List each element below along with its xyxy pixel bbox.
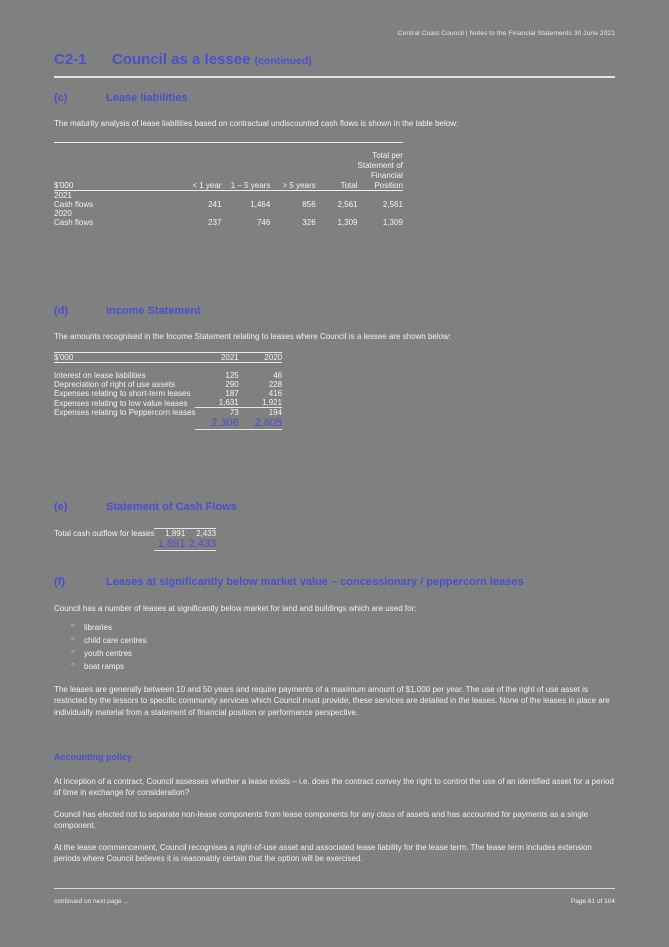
col-unit-header: $'000 <box>54 181 169 191</box>
table-header-row-4 <box>54 181 403 191</box>
cell-2020-lt1: 237 <box>208 218 222 227</box>
section-heading-f <box>54 576 615 588</box>
cell-2020-1to5: 746 <box>256 218 271 227</box>
col-total-per-line1: Total per <box>358 143 403 162</box>
cell-2021-1to5: 1,464 <box>250 200 271 209</box>
is-cell-depreciation-2021: 290 <box>225 380 239 389</box>
table-header-row-3 <box>54 171 403 181</box>
cf-cell-2020: 2,433 <box>185 529 216 539</box>
section-c-title: Lease liabilities <box>106 92 188 104</box>
footer-divider <box>54 888 615 889</box>
table-row <box>54 363 282 381</box>
concessionary-lease-use-list <box>54 622 147 674</box>
section-f-title: Leases at significantly below market value – concessionary / peppercorn leases <box>106 576 524 588</box>
section-d-label: (d) <box>54 305 69 317</box>
list-item: ○ libraries <box>84 622 147 635</box>
cell-2021-total-sofp: 2,561 <box>382 200 403 209</box>
lease-liabilities-table <box>54 142 403 227</box>
table-row <box>54 408 282 418</box>
cf-row-label-total-outflow: Total cash outflow for leases <box>54 529 155 538</box>
col-total-per-line4: Position <box>358 181 403 191</box>
cf-total-2020: 2,433 <box>185 538 216 551</box>
is-col-2020: 2020 <box>239 353 282 363</box>
cell-2020-total-sofp: 1,309 <box>382 218 403 227</box>
is-col-unit-header: $'000 <box>54 353 195 363</box>
page-title <box>54 51 615 68</box>
section-heading-d <box>54 305 615 317</box>
cash-flows-table <box>54 528 216 551</box>
is-cell-interest-2021: 125 <box>225 371 239 380</box>
table-row <box>54 191 403 201</box>
is-cell-depreciation-2020: 228 <box>268 380 283 389</box>
running-header: Central Coast Council | Notes to the Financial Statements 30 June 2021 <box>397 30 615 37</box>
list-item: ○ youth centres <box>84 648 147 661</box>
footer-continued-note: continued on next page ... <box>54 898 129 905</box>
accounting-policy-paragraph-1: At inception of a contract, Council assesses whether a lease exists – i.e. does the contract convey the right to control the use of an identified asset for a period of time in exchange for consideration? <box>54 777 614 798</box>
list-item: ○ child care centres <box>84 635 147 648</box>
is-total-2021: 2,306 <box>195 417 238 430</box>
table-header-spacer-row <box>54 143 403 162</box>
section-c-intro: The maturity analysis of lease liabilities based on contractual undiscounted cash flows is shown in the table below: <box>54 119 459 128</box>
table-row <box>54 389 282 398</box>
is-header-row <box>54 353 282 363</box>
col-total-per-line2: Statement of <box>357 161 403 170</box>
title-divider <box>54 76 615 78</box>
section-d-intro: The amounts recognised in the Income Statement relating to leases where Council is a lessee are shown below: <box>54 332 452 341</box>
accounting-policy-heading: Accounting policy <box>54 752 133 762</box>
is-row-label-short-term: Expenses relating to short-term leases <box>54 389 191 398</box>
is-row-label-peppercorn: Expenses relating to Peppercorn leases <box>54 408 196 417</box>
table-total-row <box>54 538 216 551</box>
is-cell-short-term-2021: 187 <box>225 389 239 398</box>
footer-page-number: Page 61 of 104 <box>570 898 615 905</box>
table-total-row <box>54 417 282 430</box>
is-cell-interest-2020: 46 <box>273 371 283 380</box>
is-row-label-interest: Interest on lease liabilities <box>54 371 146 380</box>
table-row <box>54 218 403 227</box>
section-f-intro: Council has a number of leases at significantly below market for land and buildings which are used for: <box>54 604 417 613</box>
section-heading-e <box>54 501 615 513</box>
table-header-row-2 <box>54 161 403 171</box>
table-row <box>54 398 282 408</box>
is-row-label-depreciation: Depreciation of right of use assets <box>54 380 175 389</box>
note-number: C2-1 <box>54 51 87 68</box>
is-cell-peppercorn-2020: 194 <box>239 408 282 418</box>
accounting-policy-paragraph-2: Council has elected not to separate non-lease components from lease components for any class of assets and has accounted for payments as a single component. <box>54 810 589 831</box>
col-total-per-line3: Financial <box>370 171 403 180</box>
section-heading-c <box>54 92 615 104</box>
accounting-policy-paragraph-3: At the lease commencement, Council recognises a right-of-use asset and associated lease liability for the lease term. The lease term includes extension periods where Council believes it is reasonably certain that the option will be exercised. <box>54 843 592 864</box>
year-label-2021: 2021 <box>54 191 72 200</box>
is-cell-low-value-2021: 1,631 <box>218 398 239 407</box>
row-label-cash-flows-2020: Cash flows <box>54 218 94 227</box>
table-row <box>54 200 403 209</box>
table-row <box>54 209 403 218</box>
table-row <box>54 529 216 539</box>
cf-cell-2021: 1,891 <box>154 529 185 539</box>
list-item: ○ boat ramps <box>84 661 147 674</box>
section-f-body: The leases are generally between 10 and 50 years and require payments of a maximum amount of $1,000 per year. The use of the right of use asset is restricted by the lessors to specific community services which Council must provide, these services are detailed in the leases. None of the leases in place are individually material from a statement of financial position or performance perspective. <box>54 685 610 717</box>
row-label-cash-flows-2021: Cash flows <box>54 200 94 209</box>
cf-total-2021: 1,891 <box>154 538 185 551</box>
col-1-5-years: 1 – 5 years <box>221 181 270 191</box>
col-gt-5-years: > 5 years <box>270 181 315 191</box>
note-title-text: Council as a lessee <box>112 51 251 68</box>
section-f-label: (f) <box>54 576 65 588</box>
year-label-2020: 2020 <box>54 209 72 218</box>
is-cell-peppercorn-2021: 73 <box>195 408 238 418</box>
col-lt-1-year: < 1 year <box>169 181 221 191</box>
cell-2021-gt5: 856 <box>302 200 316 209</box>
page-content <box>54 0 615 947</box>
is-cell-short-term-2020: 416 <box>268 389 283 398</box>
is-row-label-low-value: Expenses relating to low value leases <box>54 398 188 408</box>
section-e-label: (e) <box>54 501 68 513</box>
cell-2020-total: 1,309 <box>337 218 358 227</box>
section-d-title: Income Statement <box>106 305 201 317</box>
table-row <box>54 380 282 389</box>
cell-2021-lt1: 241 <box>208 200 222 209</box>
note-continued-label: (continued) <box>254 55 312 67</box>
is-total-2020: 2,805 <box>239 417 282 430</box>
is-cell-low-value-2020: 1,921 <box>262 398 283 407</box>
section-c-label: (c) <box>54 92 68 104</box>
cell-2021-total: 2,561 <box>337 200 358 209</box>
income-statement-table <box>54 352 282 430</box>
cell-2020-gt5: 326 <box>302 218 316 227</box>
col-total: Total <box>316 181 358 191</box>
is-col-2021: 2021 <box>195 353 238 363</box>
section-e-title: Statement of Cash Flows <box>106 501 237 513</box>
